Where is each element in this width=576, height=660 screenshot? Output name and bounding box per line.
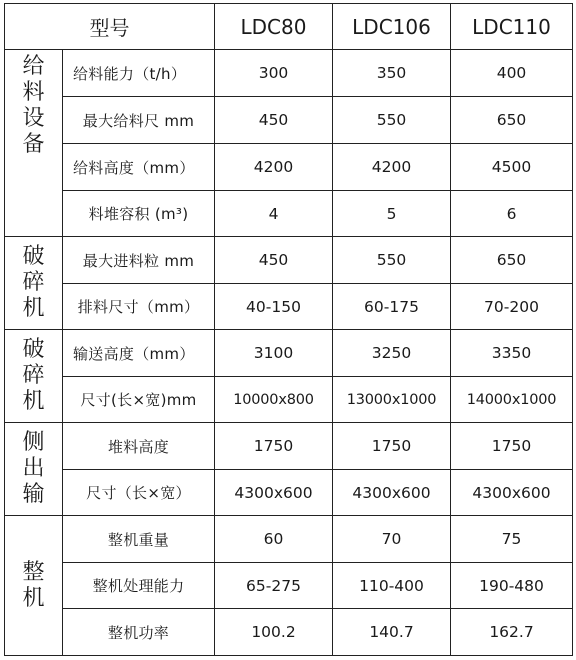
cell-value: 350 [333, 50, 451, 97]
table-row [5, 516, 573, 563]
cell-value: 3100 [215, 330, 333, 377]
table-row [5, 191, 573, 237]
group-label-whole-machine: 整机 [5, 516, 63, 656]
cell-value: 60 [215, 516, 333, 563]
cell-value: 300 [215, 50, 333, 97]
table-row [5, 377, 573, 423]
row-label: 料堆容积 (m³) [63, 191, 215, 237]
cell-value: 70 [333, 516, 451, 563]
cell-value: 140.7 [333, 609, 451, 656]
header-model-ldc110: LDC110 [451, 4, 573, 50]
cell-value: 10000x800 [215, 377, 333, 423]
row-label: 排料尺寸（mm） [63, 284, 215, 330]
table-row [5, 237, 573, 284]
cell-value: 450 [215, 97, 333, 144]
cell-value: 65-275 [215, 563, 333, 609]
cell-value: 100.2 [215, 609, 333, 656]
cell-value: 14000x1000 [451, 377, 573, 423]
row-label: 整机功率 [63, 609, 215, 656]
table-row [5, 563, 573, 609]
group-label-crusher-conveyor: 破碎机 [5, 330, 63, 423]
cell-value: 6 [451, 191, 573, 237]
group-label-feeder: 给料设备 [5, 50, 63, 237]
cell-value: 75 [451, 516, 573, 563]
cell-value: 4300x600 [451, 470, 573, 516]
cell-value: 5 [333, 191, 451, 237]
cell-value: 1750 [333, 423, 451, 470]
cell-value: 4500 [451, 144, 573, 191]
cell-value: 70-200 [451, 284, 573, 330]
row-label: 输送高度（mm） [63, 330, 215, 377]
table-row [5, 470, 573, 516]
row-label: 给料高度（mm） [63, 144, 215, 191]
table-row [5, 144, 573, 191]
header-model-ldc80: LDC80 [215, 4, 333, 50]
cell-value: 4 [215, 191, 333, 237]
cell-value: 4300x600 [333, 470, 451, 516]
row-label: 最大给料尺 mm [63, 97, 215, 144]
row-label: 最大进料粒 mm [63, 237, 215, 284]
row-label: 尺寸（长×宽） [63, 470, 215, 516]
row-label: 整机重量 [63, 516, 215, 563]
cell-value: 4300x600 [215, 470, 333, 516]
table-row [5, 50, 573, 97]
cell-value: 1750 [451, 423, 573, 470]
table-row [5, 97, 573, 144]
cell-value: 550 [333, 97, 451, 144]
cell-value: 40-150 [215, 284, 333, 330]
cell-value: 400 [451, 50, 573, 97]
cell-value: 450 [215, 237, 333, 284]
table-row [5, 330, 573, 377]
cell-value: 110-400 [333, 563, 451, 609]
row-label: 给料能力（t/h） [63, 50, 215, 97]
cell-value: 3350 [451, 330, 573, 377]
header-model-ldc106: LDC106 [333, 4, 451, 50]
table-row [5, 423, 573, 470]
table-row [5, 284, 573, 330]
header-model-label: 型号 [5, 4, 215, 50]
group-label-side-conveyor: 侧出输 [5, 423, 63, 516]
cell-value: 13000x1000 [333, 377, 451, 423]
row-label: 整机处理能力 [63, 563, 215, 609]
cell-value: 3250 [333, 330, 451, 377]
spec-table [4, 3, 573, 656]
cell-value: 4200 [215, 144, 333, 191]
group-label-crusher: 破碎机 [5, 237, 63, 330]
cell-value: 650 [451, 237, 573, 284]
cell-value: 190-480 [451, 563, 573, 609]
cell-value: 550 [333, 237, 451, 284]
cell-value: 162.7 [451, 609, 573, 656]
cell-value: 4200 [333, 144, 451, 191]
cell-value: 60-175 [333, 284, 451, 330]
cell-value: 1750 [215, 423, 333, 470]
table-row [5, 609, 573, 656]
cell-value: 650 [451, 97, 573, 144]
header-row [5, 4, 573, 50]
row-label: 堆料高度 [63, 423, 215, 470]
row-label: 尺寸(长×宽)mm [63, 377, 215, 423]
